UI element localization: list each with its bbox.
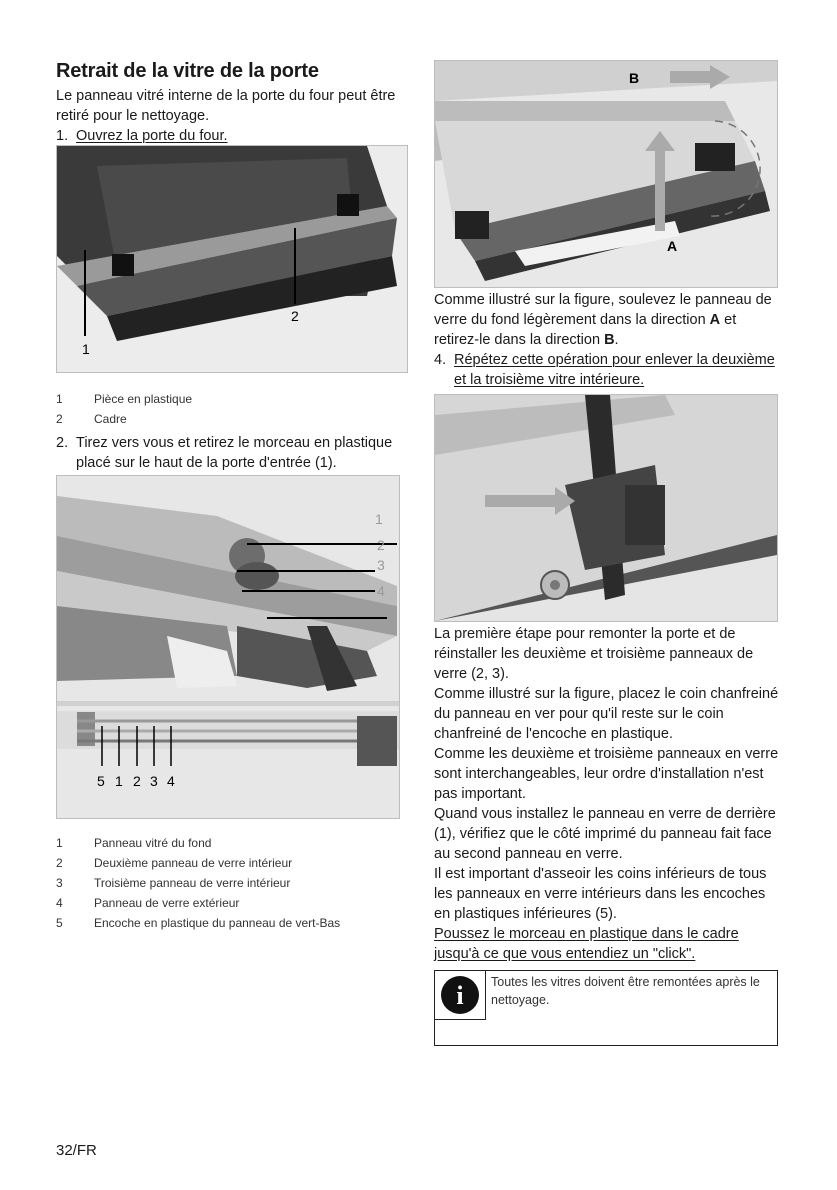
left-column <box>56 60 406 933</box>
step-number: 1. <box>56 128 69 144</box>
legend-2 <box>56 833 406 933</box>
page-title: Retrait de la vitre de la porte <box>56 60 319 82</box>
label-a: A <box>667 238 678 254</box>
callout-4: 4 <box>377 583 385 599</box>
figure-oven-door-open <box>56 145 408 373</box>
paragraph: La première étape pour remonter la porte et de réinstaller les deuxième et troisième panneaux de verre (2, 3). <box>434 626 754 682</box>
step-text: Ouvrez la porte du four. <box>76 128 228 144</box>
step-number: 4. <box>434 352 447 368</box>
oven-door-illustration <box>57 146 407 372</box>
figure-lift-glass <box>434 60 778 288</box>
legend-item: 1 Pièce en plastique <box>56 392 193 406</box>
bottom-label-1: 1 <box>115 773 123 789</box>
bottom-label-5: 5 <box>97 773 105 789</box>
callout-2: 2 <box>291 308 299 324</box>
figure-3-caption: Comme illustré sur la figure, soulevez le panneau de verre du fond légèrement dans la direction A et retirez-le dans la direction B. <box>434 292 772 348</box>
paragraph: Il est important d'asseoir les coins inférieurs de tous les panneaux en verre intérieurs dans les encoches en plastiques inférieures (5). <box>434 866 767 922</box>
bottom-label-4: 4 <box>167 773 175 789</box>
page-number: 32/FR <box>56 1142 97 1159</box>
legend-1 <box>56 389 406 429</box>
step-2 <box>56 433 406 473</box>
step-4 <box>434 350 784 390</box>
legend-item: 2 Cadre <box>56 412 127 426</box>
glass-layers-illustration <box>57 476 399 818</box>
reassembly-text <box>434 624 784 964</box>
intro-text: Le panneau vitré interne de la porte du four peut être retiré pour le nettoyage. <box>56 88 396 124</box>
bottom-label-2: 2 <box>133 773 141 789</box>
legend-item: 2 Deuxième panneau de verre intérieur <box>56 856 293 870</box>
note-text: Toutes les vitres doivent être remontées après le nettoyage. <box>491 975 760 1007</box>
paragraph: Comme les deuxième et troisième panneaux en verre sont interchangeables, leur ordre d'installation n'est pas important. <box>434 746 779 802</box>
legend-item: 5 Encoche en plastique du panneau de vert-Bas <box>56 916 341 930</box>
lift-glass-illustration <box>435 61 777 287</box>
figure-door-glass-layers <box>56 475 400 819</box>
legend-item: 1 Panneau vitré du fond <box>56 836 212 850</box>
callout-1: 1 <box>375 511 383 527</box>
paragraph: Quand vous installez le panneau en verre de derrière (1), vérifiez que le côté imprimé du panneau fait face au second panneau en verre. <box>434 806 776 862</box>
figure-reinstall-glass <box>434 394 778 622</box>
bottom-label-3: 3 <box>150 773 158 789</box>
paragraph: Poussez le morceau en plastique dans le cadre jusqu'à ce que vous entendiez un "click". <box>434 926 739 962</box>
step-number: 2. <box>56 435 69 451</box>
svg-text:i: i <box>456 981 464 1010</box>
legend-item: 4 Panneau de verre extérieur <box>56 896 240 910</box>
step-text: Tirez vers vous et retirez le morceau en plastique placé sur le haut de la porte d'entrée (1). <box>76 435 393 471</box>
step-1 <box>56 126 406 146</box>
callout-2: 2 <box>377 537 385 553</box>
info-note <box>434 970 778 1046</box>
info-icon <box>434 970 486 1020</box>
reinstall-glass-illustration <box>435 395 777 621</box>
callout-3: 3 <box>377 557 385 573</box>
legend-item: 3 Troisième panneau de verre intérieur <box>56 876 291 890</box>
callout-1: 1 <box>82 341 90 357</box>
right-column <box>434 60 784 1046</box>
label-b: B <box>629 70 640 86</box>
step-text: Répétez cette opération pour enlever la deuxième et la troisième vitre intérieure. <box>454 352 775 388</box>
paragraph: Comme illustré sur la figure, placez le coin chanfreiné du panneau en ver pour qu'il reste sur le coin chanfreiné de l'encoche en plastique. <box>434 686 779 742</box>
